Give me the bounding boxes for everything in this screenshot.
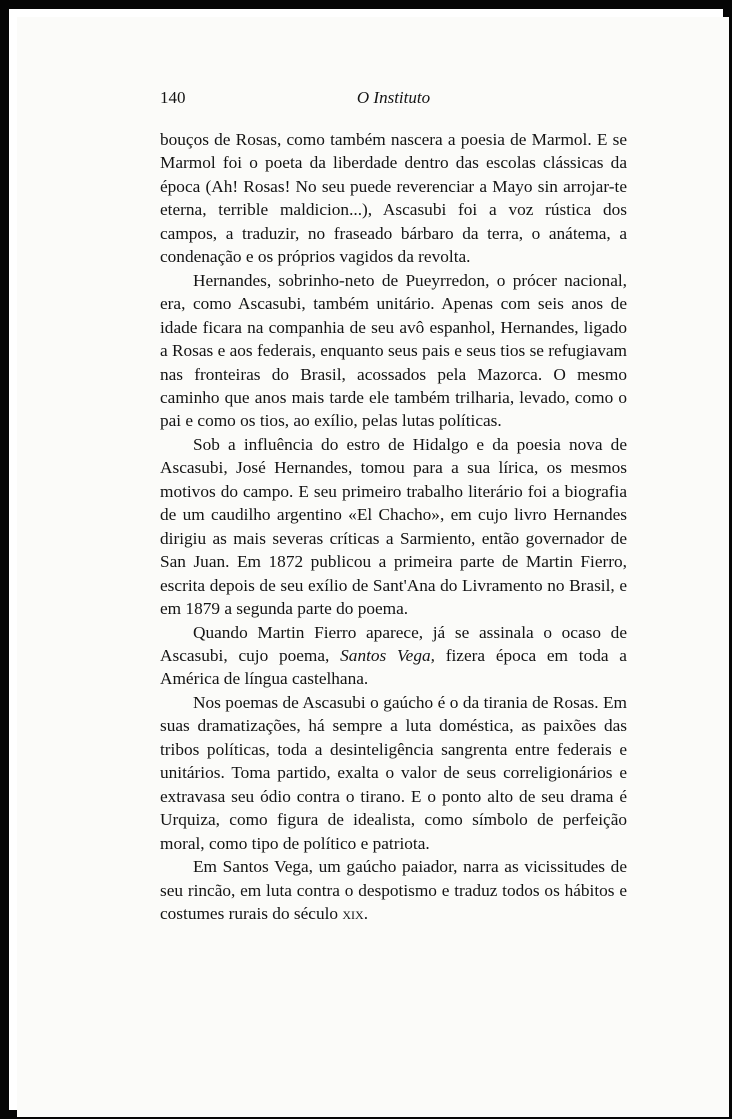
paragraph-5: Nos poemas de Ascasubi o gaúcho é o da tirania de Rosas. Em suas dramatizações, há sempre a luta doméstica, as paixões das tribos políticas, toda a desinteligência sangrenta entre federais e unitários. Toma partido, exalta o valor de seus correligionários e extravasa seu ódio contra o tirano. E o ponto alto de seu drama é Urquiza, como figura de idealista, como símbolo de perfeição moral, como tipo de político e patriota. bbox=[160, 692, 627, 853]
running-title: O Instituto bbox=[356, 88, 431, 107]
paragraph-4-start: Quando Martin Fierro aparece, já se assinala o ocaso de Ascasubi, cujo poema, bbox=[160, 622, 627, 665]
body-text bbox=[160, 128, 627, 925]
paragraph-6 bbox=[160, 855, 627, 925]
century-numeral: xix bbox=[342, 903, 364, 923]
paragraph-1: bouços de Rosas, como também nascera a poesia de Marmol. E se Marmol foi o poeta da liberdade dentro das escolas clássicas da época (Ah! Rosas! No seu puede reverenciar a Mayo sin arrojar-te eterna, terrible maldicion...), Ascasubi foi a voz rústica dos campos, a traduzir, no fraseado bárbaro da terra, o anátema, a condenação e os próprios vagidos da revolta. bbox=[160, 130, 627, 267]
paragraph-6-start: Em Santos Vega, um gaúcho paiador, narra as vicissitudes de seu rincão, em luta contra o despotismo e traduz todos os hábitos e costumes rurais do século bbox=[160, 857, 627, 923]
paragraph-3: Sob a influência do estro de Hidalgo e da poesia nova de Ascasubi, José Hernandes, tomou para a sua lírica, os mesmos motivos do campo. E seu primeiro trabalho literário foi a biografia de um caudilho argentino «El Chacho», em cujo livro Hernandes dirigiu as mais severas críticas a Sarmiento, então governador de San Juan. Em 1872 publicou a primeira parte de Martin Fierro, escrita depois de seu exílio de Sant'Ana do Livramento no Brasil, e em 1879 a segunda parte do poema. bbox=[160, 434, 627, 619]
poem-title-santos-vega: Santos Vega, bbox=[340, 645, 435, 665]
page-number: 140 bbox=[160, 88, 186, 107]
paragraph-4-end: fizera época em toda a América de língua castelhana. bbox=[160, 645, 627, 689]
page-header bbox=[160, 88, 627, 112]
paragraph-4 bbox=[160, 621, 627, 691]
paragraph-6-end: . bbox=[363, 903, 369, 923]
paragraph-2: Hernandes, sobrinho-neto de Pueyrredon, o prócer nacional, era, como Ascasubi, também unitário. Apenas com seis anos de idade ficara na companhia de seu avô espanhol, Hernandes, ligado a Rosas e aos federais, enquanto seus pais e seus tios se refugiavam nas fronteiras do Brasil, acossados pela Mazorca. O mesmo caminho que anos mais tarde ele também trilharia, levado, como o pai e como os tios, ao exílio, pelas lutas políticas. bbox=[160, 270, 627, 431]
